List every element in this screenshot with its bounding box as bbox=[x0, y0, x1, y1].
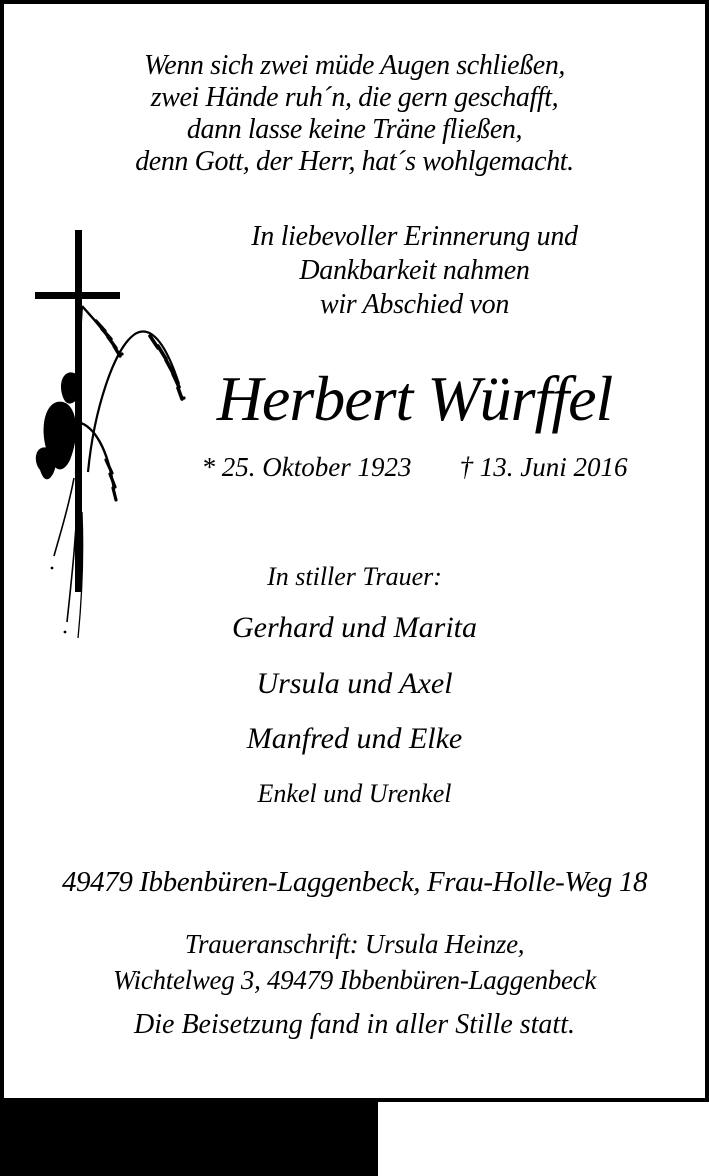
memorial-intro bbox=[120, 220, 709, 322]
redaction-bar bbox=[0, 1102, 378, 1176]
mourning-heading: In stiller Trauer: bbox=[267, 562, 442, 591]
mourner-line: Gerhard und Marita bbox=[231, 611, 477, 644]
burial-note: Die Beisetzung fand in aller Stille statt. bbox=[134, 1009, 575, 1040]
memorial-intro-line: Dankbarkeit nahmen bbox=[299, 255, 530, 286]
verse-line: denn Gott, der Herr, hat´s wohlgemacht. bbox=[135, 146, 574, 177]
condolence-address bbox=[4, 926, 705, 998]
opening-verse bbox=[4, 50, 705, 178]
birth-date: * 25. Oktober 1923 bbox=[201, 452, 412, 482]
death-date: † 13. Juni 2016 bbox=[459, 452, 628, 482]
mourner-line: Ursula und Axel bbox=[256, 667, 453, 700]
home-address: 49479 Ibbenbüren-Laggenbeck, Frau-Holle-Weg 18 bbox=[61, 866, 648, 898]
deceased-name: Herbert Würffel bbox=[216, 363, 613, 434]
condolence-line: Traueranschrift: Ursula Heinze, bbox=[184, 929, 525, 959]
mourner-line: Manfred und Elke bbox=[246, 722, 463, 755]
verse-line: dann lasse keine Träne fließen, bbox=[186, 114, 523, 145]
memorial-intro-line: In liebevoller Erinnerung und bbox=[251, 221, 578, 252]
verse-line: zwei Hände ruh´n, die gern geschafft, bbox=[150, 82, 559, 113]
memorial-intro-line: wir Abschied von bbox=[319, 289, 510, 320]
mourners-additional: Enkel und Urenkel bbox=[257, 779, 452, 808]
life-dates bbox=[120, 450, 709, 484]
verse-line: Wenn sich zwei müde Augen schließen, bbox=[143, 50, 566, 81]
condolence-line: Wichtelweg 3, 49479 Ibbenbüren-Laggenbeck bbox=[112, 965, 597, 995]
